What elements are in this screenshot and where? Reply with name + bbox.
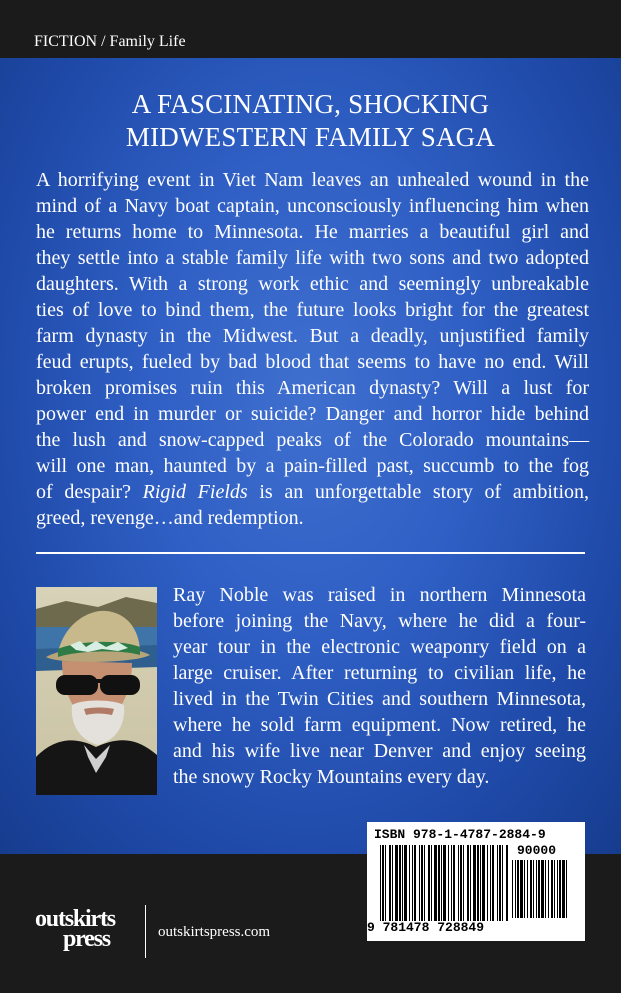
- barcode-bar: [431, 845, 432, 921]
- logo-divider: [145, 905, 146, 958]
- barcode-bar: [533, 860, 534, 918]
- blurb-line: power end in murder or suicide? Danger and horror hide behind: [36, 403, 589, 425]
- barcode-bar: [527, 860, 528, 918]
- barcode-bar: [566, 860, 567, 918]
- barcode-bar: [402, 845, 403, 921]
- barcode-bar: [451, 845, 452, 921]
- barcode-bar: [506, 845, 508, 921]
- barcode-bar: [559, 860, 561, 918]
- barcode-bar: [490, 845, 491, 921]
- publisher-logo: [35, 908, 130, 956]
- blurb-line: daughters. With a strong work ethic and seemingly unbreakable: [36, 273, 589, 295]
- barcode-bar: [463, 845, 464, 921]
- barcode-bar: [438, 845, 440, 921]
- blurb-text: is an unforgettable story of ambition,: [247, 481, 589, 503]
- divider-rule: [36, 552, 585, 554]
- barcode-bar: [434, 845, 437, 921]
- barcode-bar: [470, 845, 471, 921]
- bio-line: and his wife live near Denver and enjoy seeing: [173, 740, 586, 762]
- barcode-bar: [520, 860, 523, 918]
- author-bio: [173, 582, 586, 790]
- barcode-bar: [443, 845, 446, 921]
- barcode-addon-icon: [512, 860, 568, 918]
- barcode-bar: [557, 860, 558, 918]
- barcode-bar: [424, 845, 425, 921]
- barcode-bar: [545, 860, 546, 918]
- barcode-bar: [477, 845, 479, 921]
- barcode-bar: [414, 845, 416, 921]
- blurb-line: feud erupts, fueled by bad blood that seems to have no end. Will: [36, 351, 589, 373]
- barcode-bar: [380, 845, 381, 921]
- barcode-bar: [487, 845, 488, 921]
- bio-line: Ray Noble was raised in northern Minnesota: [173, 584, 586, 606]
- barcode-bar: [524, 860, 525, 918]
- barcode-bar: [419, 845, 420, 921]
- bio-line: where he sold farm equipment. Now retired, he: [173, 714, 586, 736]
- barcode-bar: [512, 860, 513, 918]
- author-photo-icon: [36, 587, 157, 795]
- barcode-bar: [399, 845, 401, 921]
- barcode-bar: [385, 845, 386, 921]
- barcode-bar: [412, 845, 413, 921]
- barcode-bar: [404, 845, 407, 921]
- barcode-bar: [502, 845, 503, 921]
- barcode-bar: [421, 845, 423, 921]
- blurb-line: A horrifying event in Viet Nam leaves an unhealed wound in the: [36, 169, 589, 191]
- publisher-url: outskirtspress.com: [158, 924, 271, 940]
- barcode-bar: [409, 845, 410, 921]
- barcode-bar: [492, 845, 494, 921]
- bio-line: before joining the Navy, where he did a four-: [173, 610, 586, 632]
- barcode-bar: [453, 845, 455, 921]
- top-band: [0, 0, 621, 58]
- barcode-box: [367, 822, 585, 941]
- barcode-bar: [448, 845, 449, 921]
- barcode-bar: [382, 845, 384, 921]
- barcode-bar: [562, 860, 565, 918]
- barcode-bar: [392, 845, 393, 921]
- genre-category: FICTION / Family Life: [34, 33, 186, 50]
- blurb-line: farm dynasty in the Midwest. But a deadly, unjustified family: [36, 325, 589, 347]
- blurb-line: mind of a Navy boat captain, unconsciously influencing him when: [36, 195, 589, 217]
- barcode-bar: [541, 860, 544, 918]
- bio-line: year tour in the electronic weaponry field on a: [173, 636, 586, 658]
- bio-line: the snowy Rocky Mountains every day.: [173, 766, 490, 788]
- barcode-bar: [551, 860, 553, 918]
- barcode-bar: [458, 845, 459, 921]
- publisher-logo-word: press: [63, 926, 110, 952]
- headline-line-1: A FASCINATING, SHOCKING: [131, 89, 490, 119]
- headline: [0, 88, 621, 154]
- book-blurb: [36, 167, 589, 531]
- isbn-number: ISBN 978-1-4787-2884-9: [374, 827, 546, 842]
- blurb-line: the lush and snow-capped peaks of the Colorado mountains—: [36, 429, 589, 451]
- barcode-bar: [538, 860, 540, 918]
- barcode-digits: 9 781478 728849: [367, 920, 485, 935]
- barcode-bar: [428, 845, 430, 921]
- blurb-line: will one man, haunted by a pain-filled past, succumb to the fog: [36, 455, 589, 477]
- barcode-bar: [482, 845, 485, 921]
- blurb-line: he returns home to Minnesota. He marries a beautiful girl and: [36, 221, 589, 243]
- bio-line: lived in the Twin Cities and southern Minnesota,: [173, 688, 586, 710]
- blurb-text: of despair?: [36, 481, 143, 503]
- headline-line-2: MIDWESTERN FAMILY SAGA: [125, 122, 496, 152]
- publisher-logo-word: outskirts: [35, 906, 115, 932]
- barcode-bar: [467, 845, 469, 921]
- barcode-bar: [473, 845, 476, 921]
- barcode-bar: [389, 845, 391, 921]
- blurb-line: broken promises ruin this American dynasty? Will a lust for: [36, 377, 589, 399]
- barcode-bar: [536, 860, 537, 918]
- barcode-bar: [395, 845, 398, 921]
- barcode-bar: [517, 860, 519, 918]
- barcode-bar: [554, 860, 555, 918]
- barcode-bar: [548, 860, 549, 918]
- blurb-line-title: [36, 479, 589, 505]
- barcode-bar: [480, 845, 481, 921]
- blurb-line-last: greed, revenge…and redemption.: [36, 507, 304, 529]
- barcode-bar: [515, 860, 516, 918]
- blurb-line: they settle into a stable family life with two sons and two adopted: [36, 247, 589, 269]
- blurb-line: ties of love to bind them, the future looks bright for the greatest: [36, 299, 589, 321]
- author-photo: [36, 587, 157, 795]
- book-title: Rigid Fields: [142, 481, 248, 503]
- barcode-bar: [530, 860, 532, 918]
- price-code: 90000: [517, 843, 557, 858]
- barcode-bar: [441, 845, 442, 921]
- barcode-bar: [499, 845, 501, 921]
- barcode-icon: [380, 845, 508, 921]
- barcode-bar: [497, 845, 498, 921]
- bio-line: large cruiser. After returning to civilian life, he: [173, 662, 586, 684]
- barcode-bar: [460, 845, 462, 921]
